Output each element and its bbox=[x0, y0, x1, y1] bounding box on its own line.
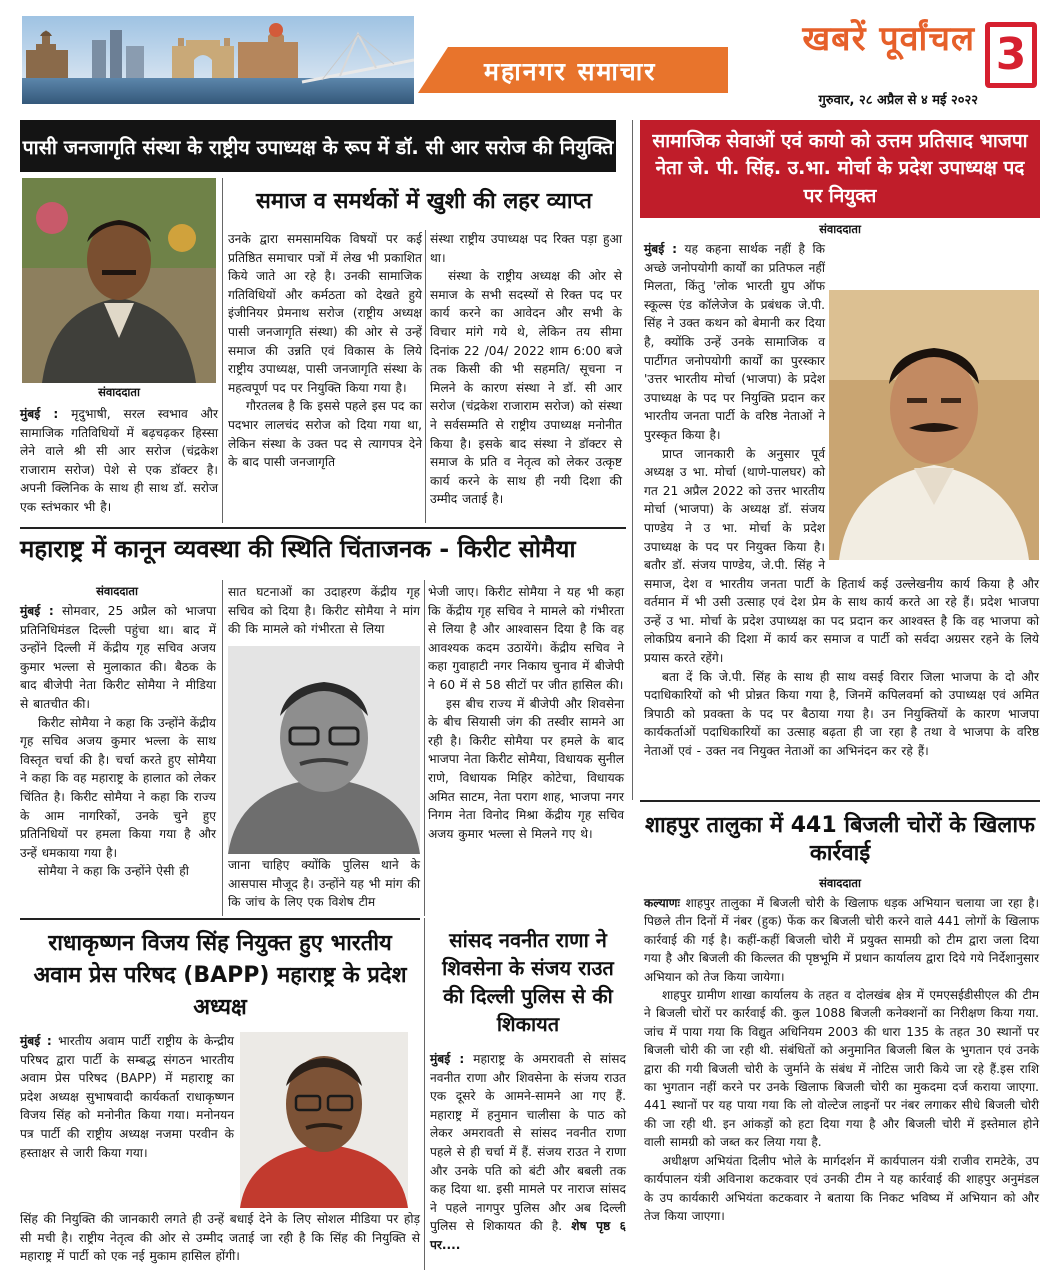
story1-col-rule bbox=[425, 230, 426, 523]
story6-continued-link[interactable]: शेष पृष्ठ ६ पर.... bbox=[430, 1219, 627, 1252]
story4-top-rule bbox=[640, 800, 1040, 802]
gutter-rule bbox=[632, 120, 633, 800]
story2-para2-inline: प्राप्त जानकारी के अनुसार पूर्व अध्यक्ष उ भा. मोर्चा (थाणे-पालघर) को गत 21 अप्रैल 2022 को उत्तर भारतीय मोर्चा (भाजपा) के अध्यक्ष डॉ. संजय पाण्डेय ने उ भा. मोर्चा के प्रदेश उपाध्यक्ष के पद पर नियुक्त किया है। बतौर डॉ. संजय पाण्डेय, जे.पी. सिंह ने समाज, देश व bbox=[644, 446, 825, 591]
story3-col-rule bbox=[424, 580, 425, 916]
story5-photo-radhakrishnan-singh bbox=[240, 1032, 408, 1208]
brand-logo: खबरें पूर्वांचल bbox=[802, 19, 975, 59]
story3-col1 bbox=[20, 602, 216, 881]
story3-photo-kirit-somaiya bbox=[228, 646, 420, 854]
story1-col2-para1: उनके द्वारा समसामयिक विषयों पर कई प्रतिष्ठित समाचार पत्रों में लेख भी प्रकाशित किये जाते आ रहे है। उनकी सामाजिक गतिविधियों और कर्मठता को देखते हुये इंजीनियर प्रेमनाथ सरोज (राष्ट्रीय अध्यक्ष पासी जनजागृति संस्था) की ओर से उन्हें समाज की उन्नति एवं विकास के लिये राष्ट्रीय उपाध्यक्ष, पासी जनजागृति संस्था के महत्वपूर्ण पद पर नियुक्ति किया गया है। bbox=[228, 232, 422, 395]
story3-col1-para2: किरीट सोमैया ने कहा कि उन्होंने केंद्रीय गृह सचिव अजय कुमार भल्ला के साथ विस्तृत चर्चा की है। चर्चा करते हुए सोमैया ने कहा कि वह महाराष्ट्र के हालात को लेकर चिंतित है। किरीट सोमैया ने कहा कि राज्य के आम नागरिकों, उनके चुने हुए प्रतिनिधियों पर हमला किया गया है और उन्हें धमकाया गया है। bbox=[20, 715, 216, 860]
story1-photo-cr-saroj bbox=[22, 178, 216, 383]
story4-para2: शाहपुर ग्रामीण शाखा कार्यालय के तहत व दोलखंब क्षेत्र में एमएसईडीसीएल की टीम ने बिजली चोरों पर कार्रवाई की. कुल 1088 बिजली कनेक्शनों का निरीक्षण किया गया. जांच में पाया गया कि विद्युत अधिनियम 2003 की धारा 135 के तहत 30 स्थानों पर बिजली चोरी की जा रही थी. संबंधितों को अनुमानित बिजली बिल के भुगतान एवं उनके द्वारा की गयी बिजली चोरी के जुर्माने के संबंध में नोटिस जारी किये जा रहे हैं.इस राशि का भुगतान नहीं करने पर उनके खिलाफ बिजली चोरी का मुकदमा दर्ज कराया जाएगा. 441 स्थानों पर यह पाया गया कि लो वोल्टेज लाइनों पर नंबर लगाकर सीधे बिजली चोरी की जा रही थी. इन आंकड़ों को हटा दिया गया है और बिजली चोरी में इस्तेमाल होने वाली सामग्री को जब्त कर लिया गया है. bbox=[644, 988, 1039, 1150]
story5-body-left bbox=[20, 1032, 234, 1162]
story2-dateline-inline: मुंबई : bbox=[644, 242, 677, 256]
story2-para2b-inline: भारतीय जनता पार्टी के हितार्थ कई उल्लेखनीय कार्य किया है और वर्तमान में भी उसी उत्साह एवं देश प्रेम के साथ कार्य करते आ रहे हैं। प्रदेश भाजपा उन्हें उ भा. मोर्चा के प्रदेश उपाध्यक्ष का पद प्रदान कर आश्वस्त है कि वह भाजपा को लोकप्रिय बनाने की दिशा में कार्य कर समाज व पार्टी को सर्वदा अग्रसर रहने के लिये प्रयास करते रहेंगे। bbox=[644, 576, 1039, 666]
story1-col3 bbox=[430, 230, 622, 509]
story3-headline: महाराष्ट्र में कानून व्यवस्था की स्थिति चिंताजनक - किरीट सोमैया bbox=[20, 535, 576, 563]
story3-col1-para3: सोमैया ने कहा कि उन्होंने ऐसी ही bbox=[38, 864, 189, 879]
story6-headline: सांसद नवनीत राणा ने शिवसेना के संजय राउत की दिल्ली पुलिस से की शिकायत bbox=[442, 928, 614, 1036]
story2-headline: सामाजिक सेवाओं एवं कायो को उत्तम प्रतिसाद भाजपा नेता जे. पी. सिंह. उ.भा. मोर्चा के प्रदेश उपाध्यक्ष पद पर नियुक्त bbox=[640, 120, 1040, 218]
story1-col3-para2: संस्था के राष्ट्रीय अध्यक्ष की ओर से समाज के सभी सदस्यों से रिक्त पद पर कार्य करने का आवेदन और सभी के विचार मांगे गये थे, लेकिन तय सीमा दिनांक 22 /04/ 2022 शाम 6:00 बजे तक किसी की भी सहमति/ सूचना न मिलने के कारण संस्था ने डॉ. सी आर सरोज (चंद्रकेश राजाराम सरोज) को संस्था ने सर्वसम्मति से राष्ट्रीय उपाध्यक्ष मनोनीत किया है। इसके बाद संस्था ने डॉक्टर से समाज के प्रति व नेतृत्व को लेकर उत्कृष्ट कार्य करने के साथ ही नयी दिशा की उम्मीद जताई है। bbox=[430, 269, 622, 507]
story4-para3: अधीक्षण अभियंता दिलीप भोले के मार्गदर्शन में कार्यपालन यंत्री राजीव रामटेके, उप कार्यपालन यंत्री अविनाश कटकवार एवं उनकी टीम ने यह कार्रवाई की शाहपुर अनुमंडल के उप कार्यकारी अभियंता कटकवार ने बताया कि निकट भविष्य में अभियान को और तेज किया जाएगा। bbox=[644, 1153, 1039, 1223]
section-label: महानगर समाचार bbox=[484, 57, 657, 86]
story5-top-rule bbox=[20, 918, 420, 920]
story6-body bbox=[430, 1050, 626, 1255]
story5-headline: राधाकृष्णन विजय सिंह नियुक्त हुए भारतीय अवाम प्रेस परिषद (BAPP) महाराष्ट्र के प्रदेश अध्यक्ष bbox=[33, 931, 407, 1020]
story2-lead-inline: यह कहना सार्थक नहीं है कि अच्छे जनोपयोगी कार्यों का प्रतिफल नहीं मिलता, किंतु 'लोक भारती ग्रुप ऑफ स्कूल्स एंड कॉलेजेज के प्रबंधक जे.पी. सिंह ने उक्त कथन को बेमानी कर दिया है, क्योंकि उन्हें उनके सामाजिक व पार्टीगत जनोपयोगी कार्यों का पुरस्कार 'उत्तर भारतीय मोर्चा (भाजपा) के प्रदेश उपाध्यक्ष के पद पर नियुक्ति प्रदान कर भारतीय जनता पार्टी के वरिष्ठ नेताओं ने पुरस्कृत किया है। bbox=[644, 242, 826, 442]
story3-byline: संवाददाता bbox=[96, 584, 138, 598]
story4-byline: संवाददाता bbox=[819, 876, 861, 890]
story1-byline: संवाददाता bbox=[98, 385, 140, 399]
story3-col3-para2: इस बीच राज्य में बीजेपी और शिवसेना के बीच सियासी जंग की तस्वीर सामने आ रही है। किरीट सोमैया पर हमले के बाद भाजपा नेता किरीट सोमैया, विधायक सुनील राणे, विधायक मिहिर कोटेचा, विधायक अमित साटम, नेता पराग शाह, भाजपा नगर निगम नेता विनोद मिश्रा केंद्रीय गृह सचिव अजय कुमार भल्ला से मिलने गए थे। bbox=[428, 696, 624, 841]
page-number: 3 bbox=[995, 29, 1027, 80]
story1-col-rule bbox=[222, 178, 223, 523]
story5-rule bbox=[424, 918, 425, 1270]
story4-headline: शाहपुर तालुका में 441 बिजली चोरों के खिलाफ कार्रवाई bbox=[644, 813, 1035, 866]
story5-dateline: मुंबई : bbox=[20, 1034, 52, 1048]
story6-dateline: मुंबई : bbox=[430, 1052, 465, 1066]
story3-dateline: मुंबई : bbox=[20, 604, 54, 618]
story1-subhead: समाज व समर्थकों में खुशी की लहर व्याप्त bbox=[256, 189, 592, 214]
story6-para1: महाराष्ट्र के अमरावती से सांसद नवनीत राणा और शिवसेना के संजय राउत एक दूसरे के आमने-सामने आ गए हैं. महाराष्ट्र में हनुमान चालीसा के पाठ को लेकर अमरावती से सांसद नवनीत राणा पहले से ही चर्चा में हैं. संजय राउत ने राणा और उनके पति को बंटी और बबली तक कह दिया था. इसी मामले पर नाराज सांसद ने पहले नागपुर पुलिस और अब दिल्ली पुलिस से शिकायत की है. bbox=[430, 1052, 626, 1234]
story1-headline: पासी जनजागृति संस्था के राष्ट्रीय उपाध्यक्ष के रूप में डॉ. सी आर सरोज की नियुक्ति bbox=[20, 120, 616, 172]
story3-col-rule bbox=[222, 580, 223, 916]
story1-col2-para2: गौरतलब है कि इससे पहले इस पद का पदभार लालचंद सरोज को दिया गया था, लेकिन संस्था के उक्त पद से त्यागपत्र देने के बाद पासी जनजागृति bbox=[228, 399, 422, 470]
story3-col3 bbox=[428, 583, 624, 843]
story1-dateline: मुंबई : bbox=[20, 407, 59, 421]
date-line: गुरुवार, २८ अप्रैल से ४ मई २०२२ bbox=[818, 93, 978, 108]
story3-col2-bottom: जाना चाहिए क्योंकि पुलिस थाने के आसपास मौजूद है। उन्होंने यह भी मांग की कि जांच के लिए एक विशेष टीम bbox=[228, 858, 420, 910]
story1-col1 bbox=[20, 405, 218, 517]
story1-col3-para1: संस्था राष्ट्रीय उपाध्यक्ष पद रिक्त पड़ा हुआ था। bbox=[430, 232, 622, 265]
section-ribbon bbox=[418, 47, 728, 93]
story1-col1-text: मृदुभाषी, सरल स्वभाव और सामाजिक गतिविधियों में बढ़चढ़कर हिस्सा लेने वाले श्री सी आर सरोज (चंद्रकेश राजाराम सरोज) पेशे से एक डॉक्टर है। अपनी क्लिनिक के साथ ही साथ डॉ. सरोज एक स्तंभकार भी है। bbox=[20, 407, 219, 514]
story2-photo-jp-singh-front bbox=[829, 290, 1039, 560]
story1-col2 bbox=[228, 230, 422, 472]
masthead bbox=[0, 0, 1061, 115]
story3-col3-para1: भेजी जाए। किरीट सोमैया ने यह भी कहा कि केंद्रीय गृह सचिव ने मामले को गंभीरता से लिया है और आश्वासन दिया है कि वह आवश्यक कदम उठायेंगे। केंद्रीय सचिव ने कहा गुवाहाटी नगर निकाय चुनाव में बीजेपी ने 60 में से 58 सीटों पर जीत हासिल की। bbox=[428, 585, 624, 692]
story4-para1: शाहपुर तालुका में बिजली चोरी के खिलाफ धड़क अभियान चलाया जा रहा है। पिछले तीन दिनों में नंबर (हुक) फेंक कर बिजली चोरी करने वाले 441 लोगों के खिलाफ कार्रवाई की गई है। कहीं-कहीं बिजली चोरी में प्रयुक्त सामग्री को टीम द्वारा जला दिया गया है और बिजली की किल्लत की पृष्ठभूमि में प्रधान कार्यालय द्वारा दिये गये निर्देशानुसार अभियान को तेज किया जायेगा। bbox=[644, 896, 1039, 984]
story4-dateline: कल्याणः bbox=[644, 896, 680, 910]
story3-col2-top: सात घटनाओं का उदाहरण केंद्रीय गृह सचिव को दिया है। किरीट सोमैया ने मांग की कि मामले को गंभीरता से लिया bbox=[228, 585, 420, 637]
story2-para3-inline: बता दें कि जे.पी. सिंह के साथ ही साथ वसई विरार जिला भाजपा के दो और पदाधिकारियों को भी प्रोन्नत किया गया है, जिनमें कपिलवर्मा को उपाध्यक्ष एवं अमित त्रिपाठी को प्रवक्ता के पद पर बैठाया गया है। उन नियुक्तियों के कारण भाजपा कार्यकर्ताओं पदाधिकारियों का उत्साह बढ़ता ही जा रहा है तथा वे भाजपा के वरिष्ठ नेताओं एवं - उक्त नव नियुक्त नेताओं का अभिनंदन कर रहे हैं। bbox=[644, 669, 1039, 759]
story3-col1-para1: सोमवार, 25 अप्रैल को भाजपा प्रतिनिधिमंडल दिल्ली पहुंचा था। बाद में उन्होंने दिल्ली में केंद्रीय गृह सचिव अजय कुमार भल्ला से मुलाकात की। बैठक के बाद बीजेपी नेता किरीट सोमैया ने मीडिया से बातचीत की। bbox=[20, 604, 216, 711]
story2-byline: संवाददाता bbox=[819, 222, 861, 236]
mumbai-skyline-banner bbox=[22, 16, 414, 104]
story5-para2: सिंह की नियुक्ति की जानकारी लगते ही उन्हें बधाई देने के लिए सोशल मीडिया पर होड़ सी मची है। राष्ट्रीय नेतृत्व की ओर से उम्मीद जताई जा रही है कि सिंह की नियुक्ति से महाराष्ट्र में पार्टी को एक नई मुकाम हासिल होंगी। bbox=[20, 1212, 420, 1264]
story5-para1: भारतीय अवाम पार्टी राष्ट्रीय के केन्द्रीय परिषद द्वारा पार्टी के सम्बद्ध संगठन भारतीय अवाम प्रेस परिषद (BAPP) में महाराष्ट्र का प्रदेश अध्यक्ष सुभाषवादी कार्यकर्ता राधाकृष्णन विजय सिंह को मनोनीत किया गया। मनोनयन पत्र पार्टी की राष्ट्रीय अध्यक्ष नजमा परवीन के हस्ताक्षर से जारी किया गया। bbox=[20, 1034, 235, 1160]
story4-body bbox=[644, 894, 1039, 1225]
page-number-badge bbox=[985, 22, 1037, 88]
story3-top-rule bbox=[20, 527, 626, 529]
